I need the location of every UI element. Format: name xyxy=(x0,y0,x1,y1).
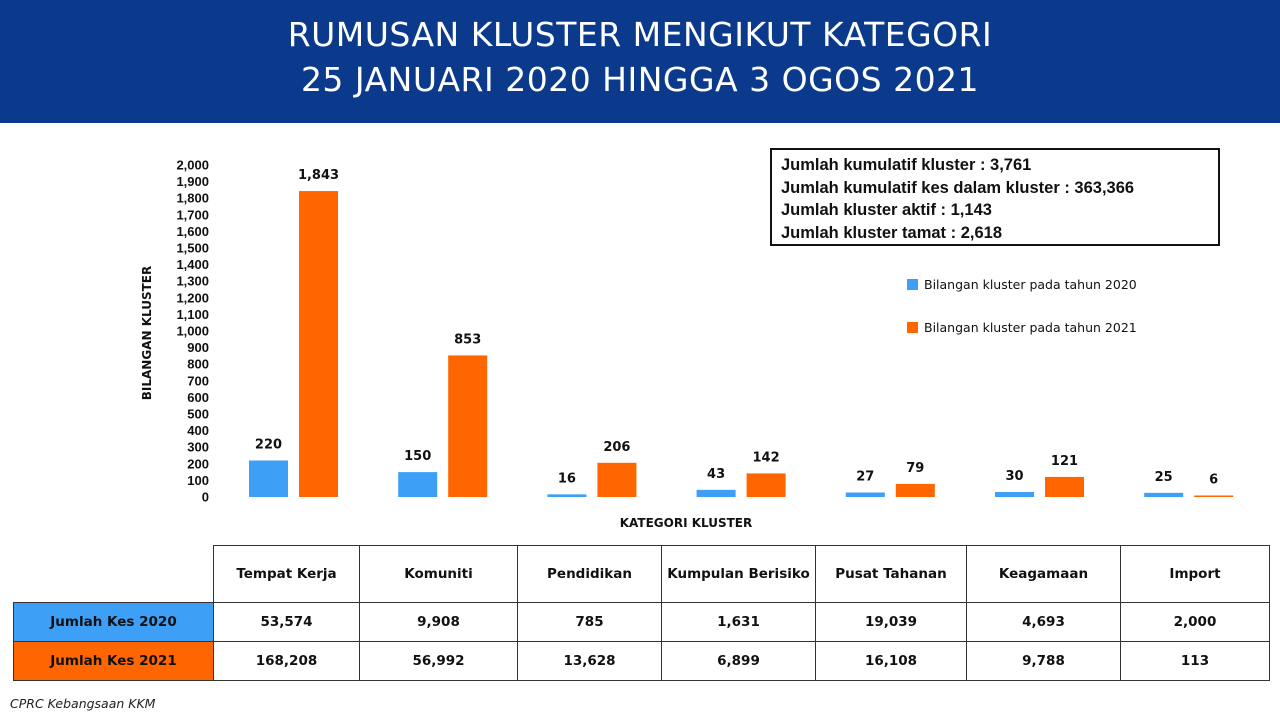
table-header-cell: Komuniti xyxy=(360,546,518,603)
bar-value-label: 43 xyxy=(707,466,726,482)
y-tick-label: 200 xyxy=(187,456,209,472)
table-header-cell: Kumpulan Berisiko xyxy=(662,546,816,603)
table-cell: 53,574 xyxy=(214,603,360,642)
bar-value-label: 27 xyxy=(856,469,875,485)
bar-2020 xyxy=(1144,493,1183,497)
table-cell: 19,039 xyxy=(816,603,967,642)
bar-value-label: 79 xyxy=(906,460,925,476)
bar-2021 xyxy=(896,484,935,497)
bar-value-label: 30 xyxy=(1005,469,1024,485)
legend-swatch-2020 xyxy=(907,279,918,290)
table-cell: 113 xyxy=(1121,642,1270,681)
y-tick-label: 400 xyxy=(187,423,209,439)
y-tick-label: 500 xyxy=(187,406,209,422)
bar-value-label: 142 xyxy=(752,450,780,466)
bar-2020 xyxy=(697,490,736,497)
y-axis-title: BILANGAN KLUSTER xyxy=(140,265,154,401)
summary-line-active-clusters: Jumlah kluster aktif : 1,143 xyxy=(781,201,992,219)
table-header-cell: Pusat Tahanan xyxy=(816,546,967,603)
row-label-2021: Jumlah Kes 2021 xyxy=(14,642,214,681)
legend-item-2020 xyxy=(907,277,1137,292)
table-cell: 6,899 xyxy=(662,642,816,681)
y-tick-label: 1,300 xyxy=(176,273,209,289)
y-tick-label: 700 xyxy=(187,373,209,389)
summary-line-cumulative-cases: Jumlah kumulatif kes dalam kluster : 363,366 xyxy=(781,178,1135,197)
y-tick-label: 600 xyxy=(187,389,209,405)
title-banner xyxy=(0,0,1280,123)
y-tick-label: 1,900 xyxy=(176,174,209,190)
bar-value-label: 16 xyxy=(557,471,576,487)
table-row xyxy=(14,642,1270,681)
table-row xyxy=(14,603,1270,642)
bar-2020 xyxy=(846,493,885,497)
page-title: RUMUSAN KLUSTER MENGIKUT KATEGORI xyxy=(287,15,993,54)
x-axis-title: KATEGORI KLUSTER xyxy=(619,516,753,530)
y-tick-label: 1,000 xyxy=(176,323,209,339)
summary-line-ended-clusters: Jumlah kluster tamat : 2,618 xyxy=(781,223,1003,242)
y-tick-label: 1,700 xyxy=(176,207,209,223)
y-tick-label: 1,600 xyxy=(176,223,209,239)
bar-2020 xyxy=(547,494,586,497)
source-note: CPRC Kebangsaan KKM xyxy=(10,696,156,711)
bar-2021 xyxy=(299,191,338,497)
bar-value-label: 220 xyxy=(254,437,283,453)
y-tick-label: 100 xyxy=(187,472,209,488)
bar-2021 xyxy=(1194,496,1233,498)
table-cell: 9,788 xyxy=(967,642,1121,681)
y-tick-label: 1,800 xyxy=(176,190,209,206)
table-header-cell: Keagamaan xyxy=(967,546,1121,603)
y-tick-label: 300 xyxy=(187,439,209,455)
table-cell: 9,908 xyxy=(360,603,518,642)
bar-value-label: 25 xyxy=(1154,469,1173,485)
page-subtitle: 25 JANUARI 2020 HINGGA 3 OGOS 2021 xyxy=(300,60,980,99)
y-tick-label: 800 xyxy=(187,356,209,372)
y-tick-label: 1,200 xyxy=(176,290,209,306)
table-cell: 16,108 xyxy=(816,642,967,681)
bar-value-label: 121 xyxy=(1050,453,1079,469)
table-cell: 785 xyxy=(518,603,662,642)
row-label-2020: Jumlah Kes 2020 xyxy=(14,603,214,642)
bar-value-label: 150 xyxy=(404,449,432,465)
bar-2020 xyxy=(995,492,1034,497)
table-header-row xyxy=(14,546,1270,603)
summary-box xyxy=(770,148,1220,246)
y-tick-label: 1,400 xyxy=(176,257,209,273)
bar-2020 xyxy=(398,472,437,497)
legend-label-2020: Bilangan kluster pada tahun 2020 xyxy=(924,277,1137,292)
table-header-cell: Pendidikan xyxy=(518,546,662,603)
table-header-cell: Import xyxy=(1121,546,1270,603)
legend-swatch-2021 xyxy=(907,322,918,333)
table-cell: 168,208 xyxy=(214,642,360,681)
summary-line-cumulative-clusters: Jumlah kumulatif kluster : 3,761 xyxy=(781,156,1032,174)
bar-2021 xyxy=(1045,477,1084,497)
cases-table xyxy=(13,545,1270,681)
table-cell: 4,693 xyxy=(967,603,1121,642)
y-tick-label: 2,000 xyxy=(176,157,209,173)
table-cell: 56,992 xyxy=(360,642,518,681)
table-cell: 13,628 xyxy=(518,642,662,681)
y-tick-label: 1,100 xyxy=(176,306,209,322)
bar-2020 xyxy=(249,460,288,497)
bar-value-label: 853 xyxy=(454,332,482,348)
table-cell: 1,631 xyxy=(662,603,816,642)
legend-label-2021: Bilangan kluster pada tahun 2021 xyxy=(924,320,1137,335)
legend-item-2021 xyxy=(907,320,1137,335)
table-header-cell: Tempat Kerja xyxy=(214,546,360,603)
bar-value-label: 1,843 xyxy=(297,168,340,184)
bar-value-label: 6 xyxy=(1209,472,1219,488)
bar-2021 xyxy=(597,463,636,497)
bar-value-label: 206 xyxy=(603,439,631,455)
bar-2021 xyxy=(747,473,786,497)
y-tick-label: 0 xyxy=(201,489,209,505)
table-cell: 2,000 xyxy=(1121,603,1270,642)
y-tick-label: 900 xyxy=(187,340,209,356)
bar-2021 xyxy=(448,355,487,497)
y-tick-label: 1,500 xyxy=(176,240,209,256)
table-corner xyxy=(14,546,214,603)
